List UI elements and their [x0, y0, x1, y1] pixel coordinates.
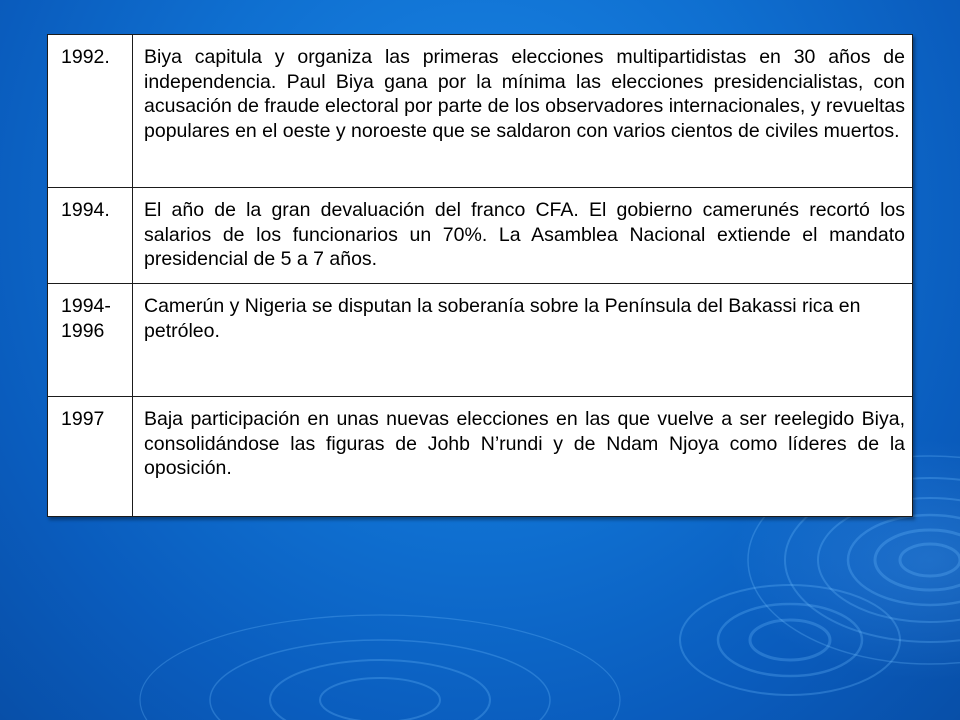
timeline-table-container: [47, 34, 913, 517]
event-description: Biya capitula y organiza las primeras elecciones multipartidistas en 30 años de independencia. Paul Biya gana por la mínima las elecciones presidencialistas, con acusación de fraude electoral por parte de los observadores internacionales, y revueltas populares en el oeste y noroeste que se saldaron con varios cientos de civiles muertos.: [133, 35, 913, 188]
table-row: [48, 397, 913, 517]
table-row: [48, 284, 913, 397]
year-cell: 1994.: [48, 188, 133, 284]
year-cell: 1992.: [48, 35, 133, 188]
event-description: El año de la gran devaluación del franco CFA. El gobierno camerunés recortó los salarios de los funcionarios un 70%. La Asamblea Nacional extiende el mandato presidencial de 5 a 7 años.: [133, 188, 913, 284]
table-row: [48, 35, 913, 188]
year-cell: 1997: [48, 397, 133, 517]
timeline-table: [47, 34, 913, 517]
year-cell: 1994-1996: [48, 284, 133, 397]
event-description: Camerún y Nigeria se disputan la soberanía sobre la Península del Bakassi rica en petróleo.: [133, 284, 913, 397]
event-description: Baja participación en unas nuevas elecciones en las que vuelve a ser reelegido Biya, consolidándose las figuras de Johb N’rundi y de Ndam Njoya como líderes de la oposición.: [133, 397, 913, 517]
table-row: [48, 188, 913, 284]
